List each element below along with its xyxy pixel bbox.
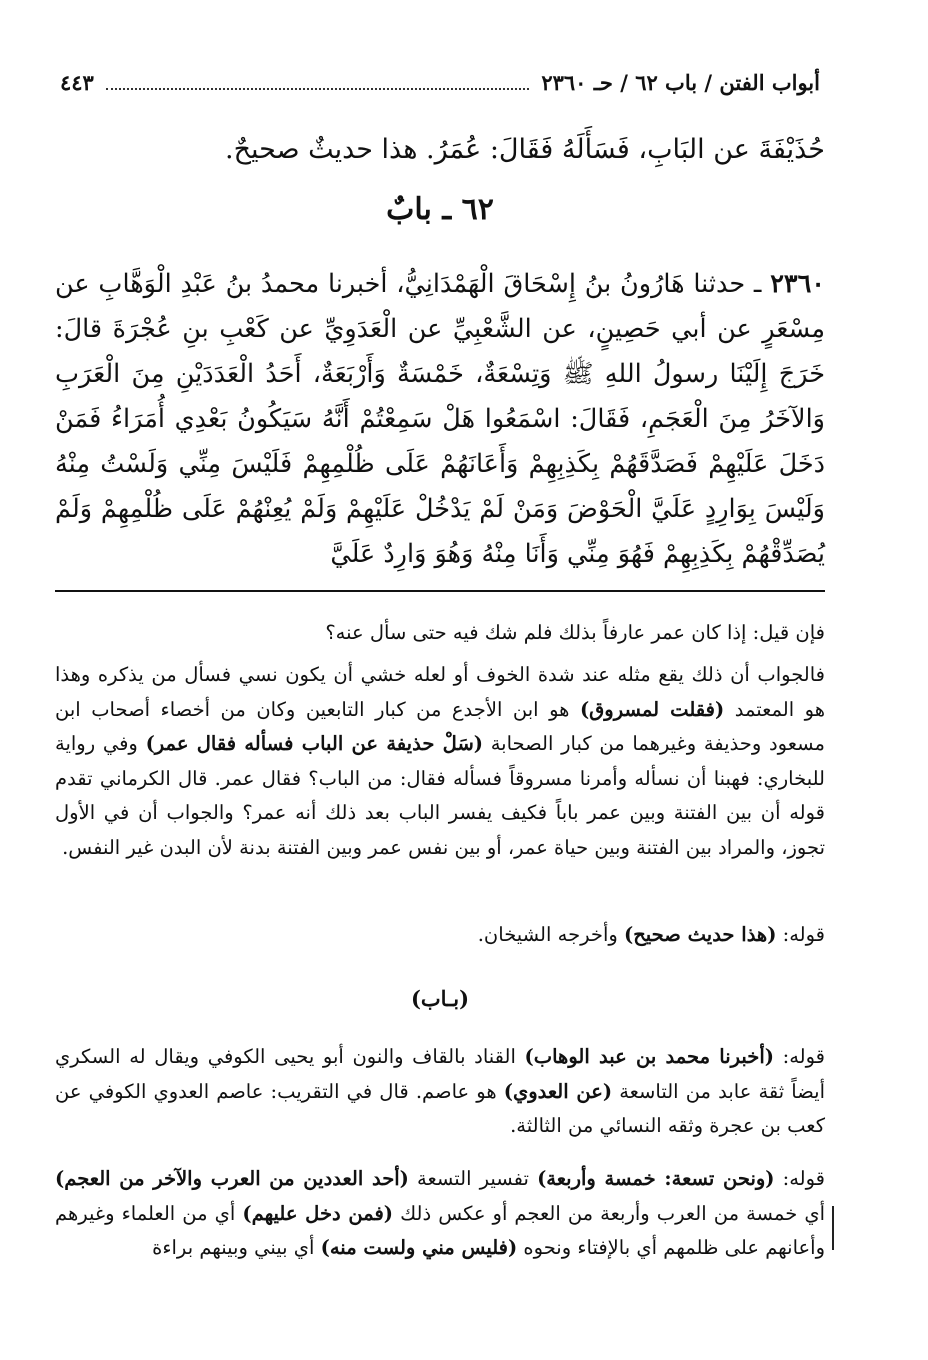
- commentary-divider: [55, 590, 825, 592]
- narrators-text-2: هو عاصم. قال في التقريب: عاصم العدوي الكوفي عن كعب بن عجرة وثقه النسائي من الثالثة.: [55, 1079, 825, 1137]
- grading-rest: وأخرجه الشيخان.: [477, 923, 624, 946]
- narrators-bold-2: (عن العدوي): [503, 1079, 613, 1103]
- explanation-lead: قوله:: [774, 1167, 825, 1190]
- explanation-bold-4: (فليس مني ولست منه): [320, 1236, 518, 1259]
- explanation-paragraph: [55, 1162, 825, 1266]
- explanation-text-2: أي خمسة من العرب وأربعة من العجم أو عكس ذلك: [393, 1201, 826, 1225]
- grading-lead: قوله:: [776, 923, 825, 946]
- explanation-text-1: تفسير التسعة: [408, 1167, 538, 1190]
- header-leader-dots: [106, 74, 529, 90]
- commentary-narrators: [55, 1040, 825, 1144]
- answer-bold-2: (سَلْ حذيفة عن الباب فسأله فقال عمر): [145, 732, 484, 755]
- explanation-text-4: أي بيني وبينهم براءة: [152, 1236, 321, 1259]
- answer-paragraph: [55, 658, 825, 865]
- question-text: فإن قيل: إذا كان عمر عارفاً بذلك فلم شك فيه حتى سأل عنه؟: [325, 621, 825, 644]
- commentary-bab-heading: (بـاب): [410, 986, 470, 1011]
- grading-bold: (هذا حديث صحيح): [623, 923, 777, 946]
- explanation-text-3: أي من العلماء وغيرهم وأعانهم على ظلمهم أي بالإفتاء ونحوه: [55, 1201, 825, 1259]
- page-number: ٤٤٣: [60, 69, 94, 95]
- commentary-question: [55, 616, 825, 651]
- margin-mark: [832, 1206, 834, 1250]
- grading-paragraph: [55, 918, 825, 953]
- answer-text-1: فالجواب أن ذلك يقع مثله عند شدة الخوف أو لعله خشي أن يكون نسي فسأل من يذكره وهذا هو المعتمد: [55, 663, 826, 721]
- hadith-number: ٢٣٦٠: [770, 269, 825, 299]
- hadith-body: ـ حدثنا هَارُونُ بنُ إِسْحَاقَ الْهَمْدَانِيُّ، أخبرنا محمدُ بنُ عَبْدِ الْوَهَّابِ عن مِسْعَرٍ عن أبي حَصِينٍ، عن الشَّعْبِيِّ عن الْعَدَوِيِّ عن كَعْبِ بنِ عُجْرَةَ قالَ: خَرَجَ إِلَيْنَا رسولُ اللهِ ﷺ وَتِسْعَةٌ، خَمْسَةٌ وَأَرْبَعَةٌ، أَحَدُ الْعَدَدَيْنِ مِنَ الْعَرَبِ وَالآخَرُ مِنَ الْعَجَمِ، فَقَالَ: اسْمَعُوا هَلْ سَمِعْتُمْ أَنَّهُ سَيَكُونُ بَعْدِي أُمَرَاءُ فَمَنْ دَخَلَ عَلَيْهِمْ فَصَدَّقَهُمْ بِكَذِبِهِمْ وَأَعَانَهُمْ عَلَى ظُلْمِهِمْ فَلَيْسَ مِنِّي وَلَسْتُ مِنْهُ وَلَيْسَ بِوَارِدٍ عَلَيَّ الْحَوْضَ وَمَنْ لَمْ يَدْخُلْ عَلَيْهِمْ وَلَمْ يُعِنْهُمْ عَلَى ظُلْمِهِمْ وَلَمْ يُصَدِّقْهُمْ بِكَذِبِهِمْ فَهُوَ مِنِّي وَأَنَا مِنْهُ وَهُوَ وَارِدٌ عَلَيَّ: [55, 269, 825, 569]
- answer-text-2: هو ابن الأجدع من كبار التابعين وكان من أخصاء أصحاب ابن مسعود وحذيفة وغيرهما من كبار الصحابة: [55, 697, 825, 755]
- narrators-lead: قوله:: [774, 1045, 826, 1068]
- answer-bold-1: (فقلت لمسروق): [579, 697, 725, 721]
- explanation-bold-1: (ونحن تسعة: خمسة وأربعة): [537, 1167, 775, 1190]
- commentary-explanation: [55, 1162, 825, 1266]
- answer-text-3: وفي رواية للبخاري: فهبنا أن نسأله وأمرنا مسروقاً فسأله فقال: من الباب؟ فقال عمر. قال الكرماني تقدم قوله أن بين الفتنة وبين عمر باباً فكيف يفسر الباب بعد ذلك أنه عمر؟ والجواب أن في الأول تجوز، والمراد بين الفتنة وبين حياة عمر، أو بين نفس عمر وبين الفتنة بدنة لأن البدن غير النفس.: [55, 732, 825, 859]
- matn-continuation: حُذَيْفَةَ عن البَابِ، فَسَأَلَهُ فَقَالَ: عُمَرُ. هذا حديثٌ صحيحٌ.: [224, 134, 825, 165]
- header-title: أبواب الفتن / باب ٦٢ / حـ ٢٣٦٠: [541, 69, 820, 95]
- commentary-grading: [55, 918, 825, 953]
- narrators-bold-1: (أخبرنا محمد بن عبد الوهاب): [524, 1045, 774, 1068]
- narrators-paragraph: [55, 1040, 825, 1144]
- bab-heading: ٦٢ ـ بابٌ: [386, 192, 494, 227]
- running-header: [60, 62, 820, 102]
- hadith-text: [55, 262, 825, 577]
- commentary-answer: [55, 658, 825, 865]
- explanation-bold-3: (فمن دخل عليهم): [242, 1201, 394, 1225]
- narrators-text-1: القناد بالقاف والنون أبو يحيى الكوفي ويقال له السكري أيضاً ثقة عابد من التاسعة: [55, 1045, 825, 1103]
- explanation-bold-2: (أحد العددين من العرب والآخر من العجم): [55, 1167, 409, 1190]
